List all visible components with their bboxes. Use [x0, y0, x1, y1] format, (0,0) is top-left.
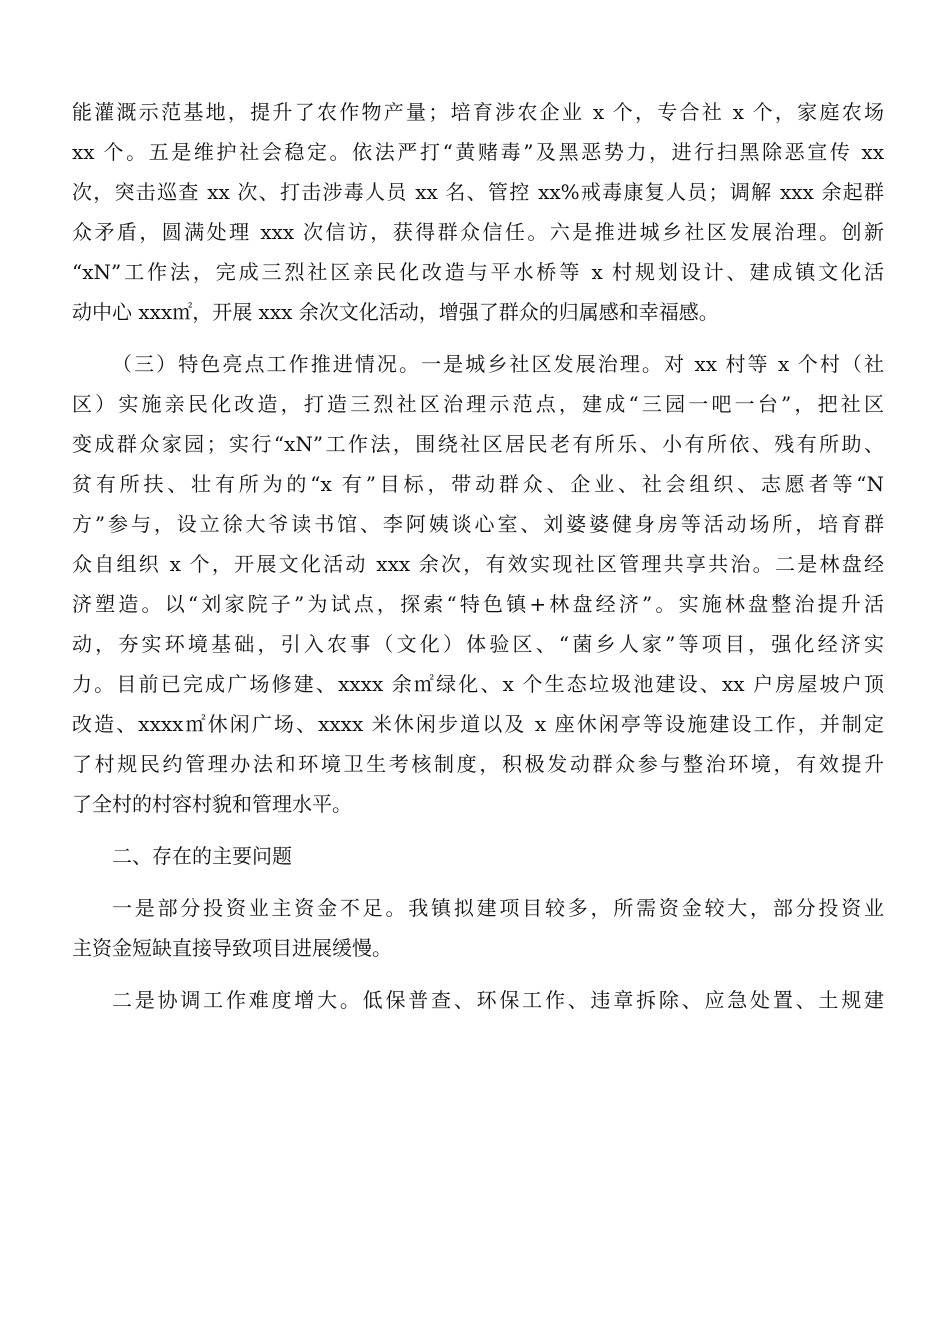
text-line: 众自组织 x 个，开展文化活动 xxx 余次，有效实现社区管理共享共治。二是林盘经 — [72, 552, 884, 576]
text-line: 次，突击巡查 xx 次、打击涉毒人员 xx 名、管控 xx%戒毒康复人员；调解 xxx 余起群 — [72, 180, 884, 204]
text-line: 方”参与，设立徐大爷读书馆、李阿姨谈心室、刘婆婆健身房等活动场所，培育群 — [72, 512, 884, 536]
text-line: 主资金短缺直接导致项目进展缓慢。 — [72, 936, 392, 960]
paragraph-4 — [72, 888, 884, 968]
paragraph-1 — [72, 92, 884, 332]
paragraph-2 — [72, 344, 884, 824]
text-line: 区）实施亲民化改造，打造三烈社区治理示范点，建成“三园一吧一台”，把社区 — [72, 392, 884, 416]
text-line: 能灌溉示范基地，提升了农作物产量；培育涉农企业 x 个，专合社 x 个，家庭农场 — [72, 100, 884, 124]
text-line: 了村规民约管理办法和环境卫生考核制度，积极发动群众参与整治环境，有效提升 — [72, 752, 884, 776]
text-line: “xN”工作法，完成三烈社区亲民化改造与平水桥等 x 村规划设计、建成镇文化活 — [72, 260, 884, 284]
text-line: 一是部分投资业主资金不足。我镇拟建项目较多，所需资金较大，部分投资业 — [112, 896, 884, 920]
paragraph-5 — [72, 980, 884, 1020]
document-body — [72, 92, 884, 1020]
section-heading — [72, 836, 884, 876]
heading-line: 二、存在的主要问题 — [112, 844, 292, 868]
text-line: 力。目前已完成广场修建、xxxx 余㎡绿化、x 个生态垃圾池建设、xx 户房屋坡户顶 — [72, 672, 884, 696]
text-line: 变成群众家园；实行“xN”工作法，围绕社区居民老有所乐、小有所依、残有所助、 — [72, 432, 884, 456]
text-line: 了全村的村容村貌和管理水平。 — [72, 792, 352, 816]
text-line: 贫有所扶、壮有所为的“x 有”目标，带动群众、企业、社会组织、志愿者等“N — [72, 472, 884, 496]
text-line: 众矛盾，圆满处理 xxx 次信访，获得群众信任。六是推进城乡社区发展治理。创新 — [72, 220, 884, 244]
text-line: 济塑造。以“刘家院子”为试点，探索“特色镇+林盘经济”。实施林盘整治提升活 — [72, 592, 884, 616]
text-line: 改造、xxxx㎡休闲广场、xxxx 米休闲步道以及 x 座休闲亭等设施建设工作，并制定 — [72, 712, 884, 736]
text-line: （三）特色亮点工作推进情况。一是城乡社区发展治理。对 xx 村等 x 个村（社 — [112, 352, 884, 376]
text-line: xx 个。五是维护社会稳定。依法严打“黄赌毒”及黑恶势力，进行扫黑除恶宣传 xx — [72, 140, 884, 164]
text-line: 二是协调工作难度增大。低保普查、环保工作、违章拆除、应急处置、土规建 — [112, 988, 884, 1012]
text-line: 动中心 xxx㎡，开展 xxx 余次文化活动，增强了群众的归属感和幸福感。 — [72, 300, 719, 324]
text-line: 动，夯实环境基础，引入农事（文化）体验区、“菌乡人家”等项目，强化经济实 — [72, 632, 884, 656]
